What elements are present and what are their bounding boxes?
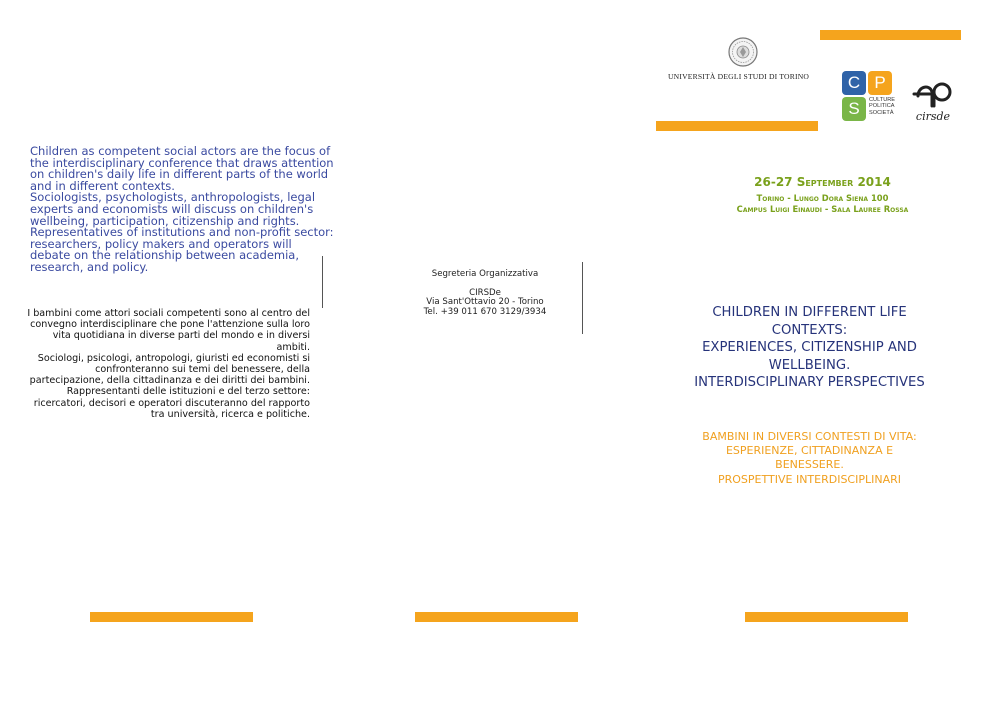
intro-en-line: Representatives of institutions and non-profit sector:	[30, 225, 334, 240]
intro-en-line: wellbeing, participation, citizenship and rights.	[30, 213, 300, 228]
cirsde-logo	[908, 76, 958, 122]
header-underline-bar	[656, 121, 818, 131]
cps-word: CULTURE	[869, 97, 896, 103]
title-it-line: ESPERIENZE, CITTADINANZA E	[725, 444, 894, 458]
venue-line-2: Campus Luigi Einaudi - Sala Lauree Rossa	[736, 204, 909, 214]
title-it-line: BENESSERE.	[775, 458, 844, 472]
intro-en-line: Children as competent social actors are the focus of	[30, 144, 331, 158]
bottom-bar-right	[745, 612, 908, 622]
cps-words	[869, 97, 895, 116]
intro-en-line: research, and policy.	[30, 259, 149, 274]
venue-line-1: Torino - Lungo Dora Siena 100	[756, 193, 889, 203]
secretariat-address: Via Sant'Ottavio 20 - Torino	[426, 297, 544, 308]
intro-it-line: vita quotidiana in diverse parti del mondo e in diversi	[52, 330, 310, 342]
intro-english	[30, 144, 334, 274]
title-en-line: CONTEXTS:	[771, 322, 848, 338]
intro-en-line: the interdisciplinary conference that draws attention	[30, 155, 334, 170]
secretariat-heading: Segreteria Organizzativa	[431, 269, 539, 279]
divider-left	[322, 256, 323, 308]
event-venue	[690, 193, 955, 215]
conference-title-italian	[668, 430, 951, 487]
bottom-bar-left	[90, 612, 253, 622]
intro-en-line: researchers, policy makers and operators will	[30, 236, 292, 251]
intro-en-line: and in different contexts.	[30, 178, 175, 193]
intro-en-line: experts and economists will discuss on children's	[30, 201, 314, 216]
event-date: 26-27 September 2014	[754, 175, 891, 189]
bottom-bar-middle	[415, 612, 578, 622]
cps-letter-s: S	[842, 97, 866, 121]
top-right-bar	[820, 30, 961, 40]
secretariat-org: CIRSDe	[469, 287, 501, 298]
intro-it-line: ricercatori, decisori e operatori discuteranno del rapporto	[33, 397, 310, 409]
university-seal-icon	[728, 37, 758, 67]
university-name: UNIVERSITÀ DEGLI STUDI DI TORINO	[668, 72, 810, 81]
intro-it-line: convegno interdisciplinare che pone l'attenzione sulla loro	[30, 319, 310, 331]
intro-it-line: Rappresentanti delle istituzioni e del terzo settore:	[66, 386, 310, 398]
divider-middle	[582, 262, 583, 334]
cps-letter-c: C	[842, 71, 866, 95]
title-en-line: INTERDISCIPLINARY PERSPECTIVES	[694, 375, 925, 391]
intro-it-line: tra università, ricerca e politiche.	[150, 408, 310, 420]
intro-en-line: on children's daily life in different parts of the world	[30, 167, 329, 182]
cps-letter-p: P	[868, 71, 892, 95]
conference-title-english	[668, 304, 951, 392]
intro-it-line: I bambini come attori sociali competenti sono al centro del	[27, 308, 310, 319]
title-en-line: EXPERIENCES, CITIZENSHIP AND	[702, 340, 917, 356]
organizing-secretariat	[400, 270, 570, 317]
intro-it-line: partecipazione, della cittadinanza e dei diritti dei bambini.	[29, 375, 310, 387]
intro-en-line: debate on the relationship between academia,	[30, 248, 299, 263]
title-it-line: PROSPETTIVE INTERDISCIPLINARI	[717, 472, 901, 486]
intro-it-line: Sociologi, psicologi, antropologi, giuristi ed economisti si	[37, 352, 310, 364]
title-en-line: WELLBEING.	[768, 357, 851, 373]
title-en-line: CHILDREN IN DIFFERENT LIFE	[712, 305, 907, 320]
cps-word: POLITICA	[869, 103, 895, 110]
cps-logo	[842, 71, 902, 123]
cirsde-wordmark: cirsde	[915, 110, 951, 122]
intro-it-line: confronteranno sui temi del benessere, della	[95, 364, 310, 376]
intro-italian	[22, 308, 310, 420]
intro-it-line: ambiti.	[276, 341, 310, 353]
title-it-line: BAMBINI IN DIVERSI CONTESTI DI VITA:	[702, 430, 917, 443]
secretariat-phone: Tel. +39 011 670 3129/3934	[423, 306, 547, 317]
cps-word: SOCIETÀ	[869, 109, 894, 116]
intro-en-line: Sociologists, psychologists, anthropologists, legal	[30, 190, 316, 205]
